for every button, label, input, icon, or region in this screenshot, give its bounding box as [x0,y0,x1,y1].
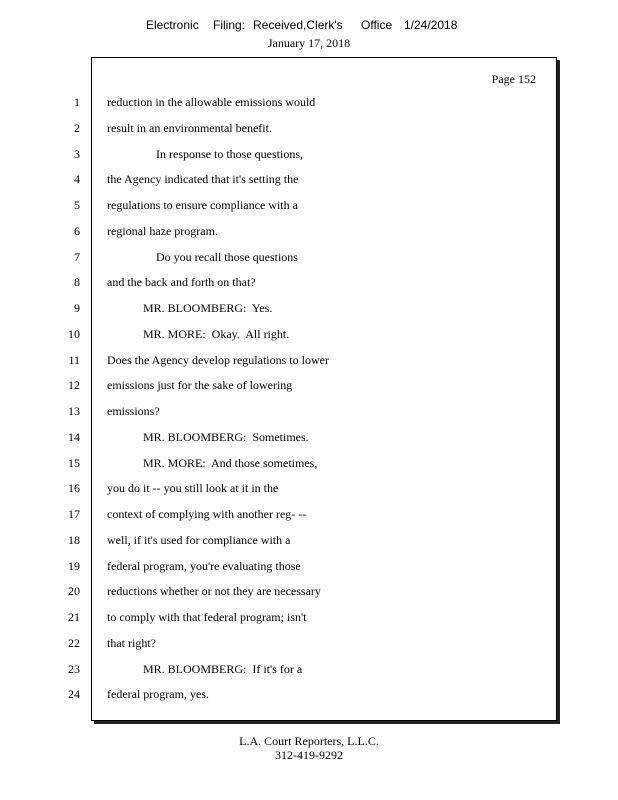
line-text: well, if it's used for compliance with a [107,532,291,547]
line-text: result in an environmental benefit. [107,120,272,135]
page-number: Page 152 [491,72,536,86]
line-text: reductions whether or not they are necessary [107,584,321,599]
line-text: regulations to ensure compliance with a [107,198,298,212]
line-text: emissions just for the sake of lowering [107,378,293,393]
line-number: 6 [74,223,80,238]
line-text: federal program, you're evaluating those [107,558,301,573]
line-text: and the back and forth on that? [107,275,256,290]
line-number: 23 [68,661,80,676]
line-number: 17 [68,507,80,521]
line-text: reduction in the allowable emissions would [107,95,316,109]
footer-phone: 312-419-9292 [275,748,343,762]
line-text: MR. BLOOMBERG: Yes. [143,301,273,315]
line-number: 24 [68,687,80,702]
line-number: 4 [74,172,80,187]
line-text: MR. MORE: And those sometimes, [143,455,318,470]
line-text: to comply with that federal program; isn't [107,610,307,624]
line-text: MR. BLOOMBERG: If it's for a [143,661,303,676]
stamp-electronic: Electronic [146,18,199,32]
line-number: 9 [74,301,80,315]
stamp-received: Received,Clerk's [253,18,343,32]
line-number: 7 [74,249,80,264]
line-text: Do you recall those questions [156,249,298,264]
line-number: 18 [68,532,80,547]
line-text: that right? [107,635,156,650]
line-text: you do it -- you still look at it in the [107,481,279,496]
line-number: 22 [68,635,80,650]
line-text: MR. MORE: Okay. All right. [143,326,290,341]
line-text: the Agency indicated that it's setting the [107,172,299,187]
line-number: 16 [68,481,80,496]
line-number: 3 [74,146,80,161]
line-text: emissions? [107,404,160,418]
line-number: 19 [68,558,80,573]
line-number: 1 [74,95,80,109]
line-text: federal program, yes. [107,687,209,702]
line-number: 15 [68,455,80,470]
stamp-filing: Filing: [213,18,246,32]
transcript-date: January 17, 2018 [267,36,351,50]
line-text: In response to those questions, [156,146,303,161]
line-number: 2 [74,120,80,135]
line-text: Does the Agency develop regulations to lower [107,352,329,367]
line-number: 14 [68,429,80,444]
line-number: 5 [74,198,80,212]
line-number: 13 [68,404,80,418]
line-number: 10 [68,326,80,341]
footer-company: L.A. Court Reporters, L.L.C. [239,734,379,748]
line-text: context of complying with another reg- -- [107,507,307,521]
line-text: MR. BLOOMBERG: Sometimes. [143,429,309,444]
stamp-office: Office [361,18,393,32]
line-text: regional haze program. [107,223,218,238]
stamp-date-filed: 1/24/2018 [404,18,458,32]
line-number: 20 [68,584,80,599]
line-number: 8 [74,275,80,290]
line-number: 21 [68,610,80,624]
line-number: 11 [68,352,80,367]
line-number: 12 [68,378,80,393]
